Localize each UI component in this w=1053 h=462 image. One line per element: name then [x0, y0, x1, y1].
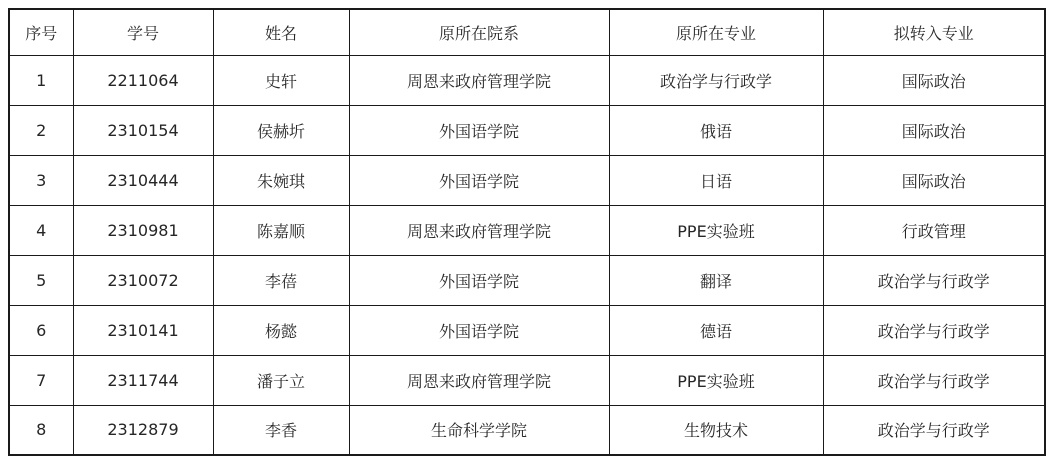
cell-name: 陈嘉顺 — [213, 205, 349, 255]
cell-name: 杨懿 — [213, 305, 349, 355]
table-row — [9, 55, 1045, 105]
cell-original-college: 生命科学学院 — [349, 405, 609, 455]
cell-index: 7 — [9, 355, 73, 405]
cell-student-id: 2211064 — [73, 55, 213, 105]
cell-original-college: 外国语学院 — [349, 155, 609, 205]
table-row — [9, 355, 1045, 405]
table-header — [9, 9, 1045, 55]
cell-index: 4 — [9, 205, 73, 255]
cell-original-major: 日语 — [609, 155, 823, 205]
cell-index: 3 — [9, 155, 73, 205]
cell-target-major: 行政管理 — [823, 205, 1045, 255]
cell-student-id: 2312879 — [73, 405, 213, 455]
table-row — [9, 305, 1045, 355]
column-header-student-id: 学号 — [73, 9, 213, 55]
cell-target-major: 国际政治 — [823, 155, 1045, 205]
cell-original-college: 周恩来政府管理学院 — [349, 355, 609, 405]
cell-original-college: 外国语学院 — [349, 105, 609, 155]
cell-target-major: 国际政治 — [823, 55, 1045, 105]
cell-original-college: 外国语学院 — [349, 255, 609, 305]
cell-original-major: PPE实验班 — [609, 205, 823, 255]
cell-original-major: 德语 — [609, 305, 823, 355]
table-row — [9, 105, 1045, 155]
column-header-original-major: 原所在专业 — [609, 9, 823, 55]
cell-student-id: 2310444 — [73, 155, 213, 205]
cell-student-id: 2310981 — [73, 205, 213, 255]
table-row — [9, 255, 1045, 305]
column-header-target-major: 拟转入专业 — [823, 9, 1045, 55]
cell-target-major: 政治学与行政学 — [823, 405, 1045, 455]
cell-original-major: PPE实验班 — [609, 355, 823, 405]
cell-original-major: 政治学与行政学 — [609, 55, 823, 105]
cell-name: 史轩 — [213, 55, 349, 105]
cell-name: 侯赫圻 — [213, 105, 349, 155]
cell-target-major: 政治学与行政学 — [823, 255, 1045, 305]
cell-target-major: 政治学与行政学 — [823, 355, 1045, 405]
cell-student-id: 2311744 — [73, 355, 213, 405]
table-row — [9, 155, 1045, 205]
table-header-row — [9, 9, 1045, 55]
cell-original-college: 周恩来政府管理学院 — [349, 55, 609, 105]
cell-index: 8 — [9, 405, 73, 455]
table-body — [9, 55, 1045, 455]
cell-name: 朱婉琪 — [213, 155, 349, 205]
cell-target-major: 政治学与行政学 — [823, 305, 1045, 355]
cell-name: 潘子立 — [213, 355, 349, 405]
column-header-name: 姓名 — [213, 9, 349, 55]
cell-name: 李香 — [213, 405, 349, 455]
cell-student-id: 2310072 — [73, 255, 213, 305]
cell-index: 1 — [9, 55, 73, 105]
table-row — [9, 205, 1045, 255]
cell-original-major: 翻译 — [609, 255, 823, 305]
cell-student-id: 2310141 — [73, 305, 213, 355]
table-row — [9, 405, 1045, 455]
cell-index: 5 — [9, 255, 73, 305]
cell-original-college: 外国语学院 — [349, 305, 609, 355]
column-header-index: 序号 — [9, 9, 73, 55]
cell-original-college: 周恩来政府管理学院 — [349, 205, 609, 255]
column-header-original-college: 原所在院系 — [349, 9, 609, 55]
cell-index: 2 — [9, 105, 73, 155]
cell-name: 李蓓 — [213, 255, 349, 305]
cell-target-major: 国际政治 — [823, 105, 1045, 155]
student-transfer-table — [8, 8, 1046, 456]
cell-index: 6 — [9, 305, 73, 355]
cell-student-id: 2310154 — [73, 105, 213, 155]
cell-original-major: 生物技术 — [609, 405, 823, 455]
cell-original-major: 俄语 — [609, 105, 823, 155]
